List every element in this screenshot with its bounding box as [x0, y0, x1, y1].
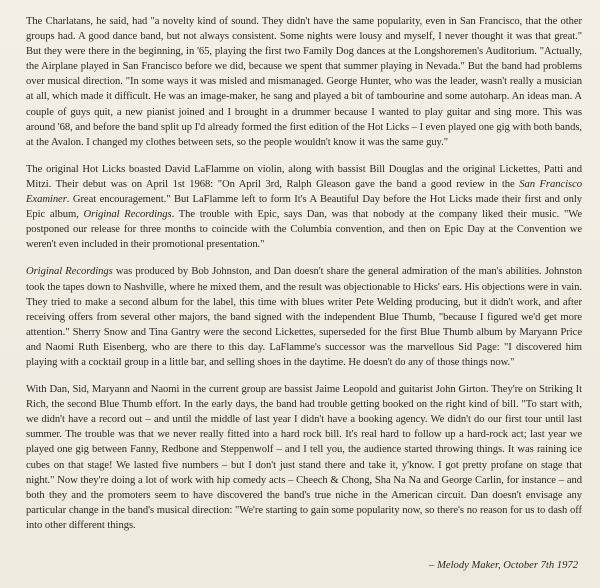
italic-title: Original Recordings [83, 209, 172, 221]
article-body [26, 14, 582, 533]
source-citation: – Melody Maker, October 7th 1972 [429, 560, 578, 571]
paragraph-3 [26, 264, 582, 370]
text-run: was produced by Bob Johnston, and Dan doesn't share the general admiration of the man's abilities. Johnston took the tapes down to Nashville, where he mixed them, and the result was objectionable to Hicks' ears. His objections were in vain. They tried to make a second album for the label, this time with blues writer Pete Welding producing, but it didn't work, and after receiving offers from several other majors, the band signed with the independent Blue Thumb, "because I figured we'd get more attention." Sherry Snow and Tina Gantry were the second Lickettes, superseded for the first Blue Thumb album by Maryann Price and Naomi Ruth Eisenberg, who are there to this day. LaFlamme's successor was the marvellous Sid Page: "I discovered him playing with a cocktail group in a little bar, and selling shoes in the daytime. He doesn't do any of those things now." [26, 266, 582, 368]
italic-title: San Francisco Examiner [26, 178, 583, 206]
text-run: . Great encouragement." But LaFlamme left to form It's A Beautiful Day before the Hot Licks made their first and only Epic album, [26, 194, 582, 221]
paragraph-4 [26, 382, 582, 533]
text-run: The original Hot Licks boasted David LaFlamme on violin, along with bassist Bill Douglas and the original Lickettes, Patti and Mitzi. Their debut was on April 1st 1968: "On April 3rd, Ralph Gleason gave the band a good review in the [26, 163, 582, 190]
italic-title: Original Recordings [26, 266, 113, 278]
paragraph-1 [26, 14, 582, 150]
text-run: . The trouble with Epic, says Dan, was that nobody at the company liked their music. "We postponed our release for three months to coincide with the Columbia convention, and then on Epic Day at the Convention we weren't even included in their promotional presentation." [26, 209, 582, 251]
paragraph-2 [26, 162, 582, 253]
text-run: With Dan, Sid, Maryann and Naomi in the current group are bassist Jaime Leopold and guitarist John Girton. They're on Striking It Rich, the second Blue Thumb effort. In the early days, the band had trouble getting booked on the right kind of bill. "To start with, we didn't have a record out – and until the middle of last year I didn't have a booking agency. We didn't do our first tour until last summer. The trouble was that we never really fitted into a hard rock bill. It's real hard to follow up a hard-rock act; last year we played one gig between Fanny, Redbone and Steppenwolf – and I tell you, the audience started throwing things. It was raining ice cubes on that stage! We lasted five numbers – but I don't just stand there and take it, y'know. I got pretty profane on stage that night." Now they're doing a lot of work with hip comedy acts – Cheech & Chong, Sha Na Na and George Carlin, for instance – and both they and the promoters seem to have discovered the band's true niche in the American circuit. Dan doesn't envisage any particular change in the band's musical direction: "We're starting to gain some popularity now, so there's no reason for us to dash off into other different things. [26, 384, 582, 531]
text-run: The Charlatans, he said, had "a novelty kind of sound. They didn't have the same popularity, even in San Francisco, that the other groups had. A good dance band, but not always consistent. Some nights were lousy and myself, I never thought it was that great." But they were there in the beginning, in '65, playing the first two Family Dog dances at the Longshoremen's Auditorium. "Actually, the Airplane played in San Francisco before we did, because we spent that summer playing in Nevada." But the band had problems over musical direction. "In some ways it was misled and mismanaged. George Hunter, who was the leader, wasn't really a musician at all, which made it difficult. He was an image-maker, he sang and played a bit of tambourine and some autoharp. An ideas man. A couple of guys quit, a new pianist joined and I brought in a drummer because I wanted to play guitar and sing more. This was around '68, and before the band split up I'd already formed the first edition of the Hot Licks – I even played one gig with both bands, at the Avalon. I changed my clothes between sets, so the people wouldn't know it was the same guy." [26, 16, 582, 148]
